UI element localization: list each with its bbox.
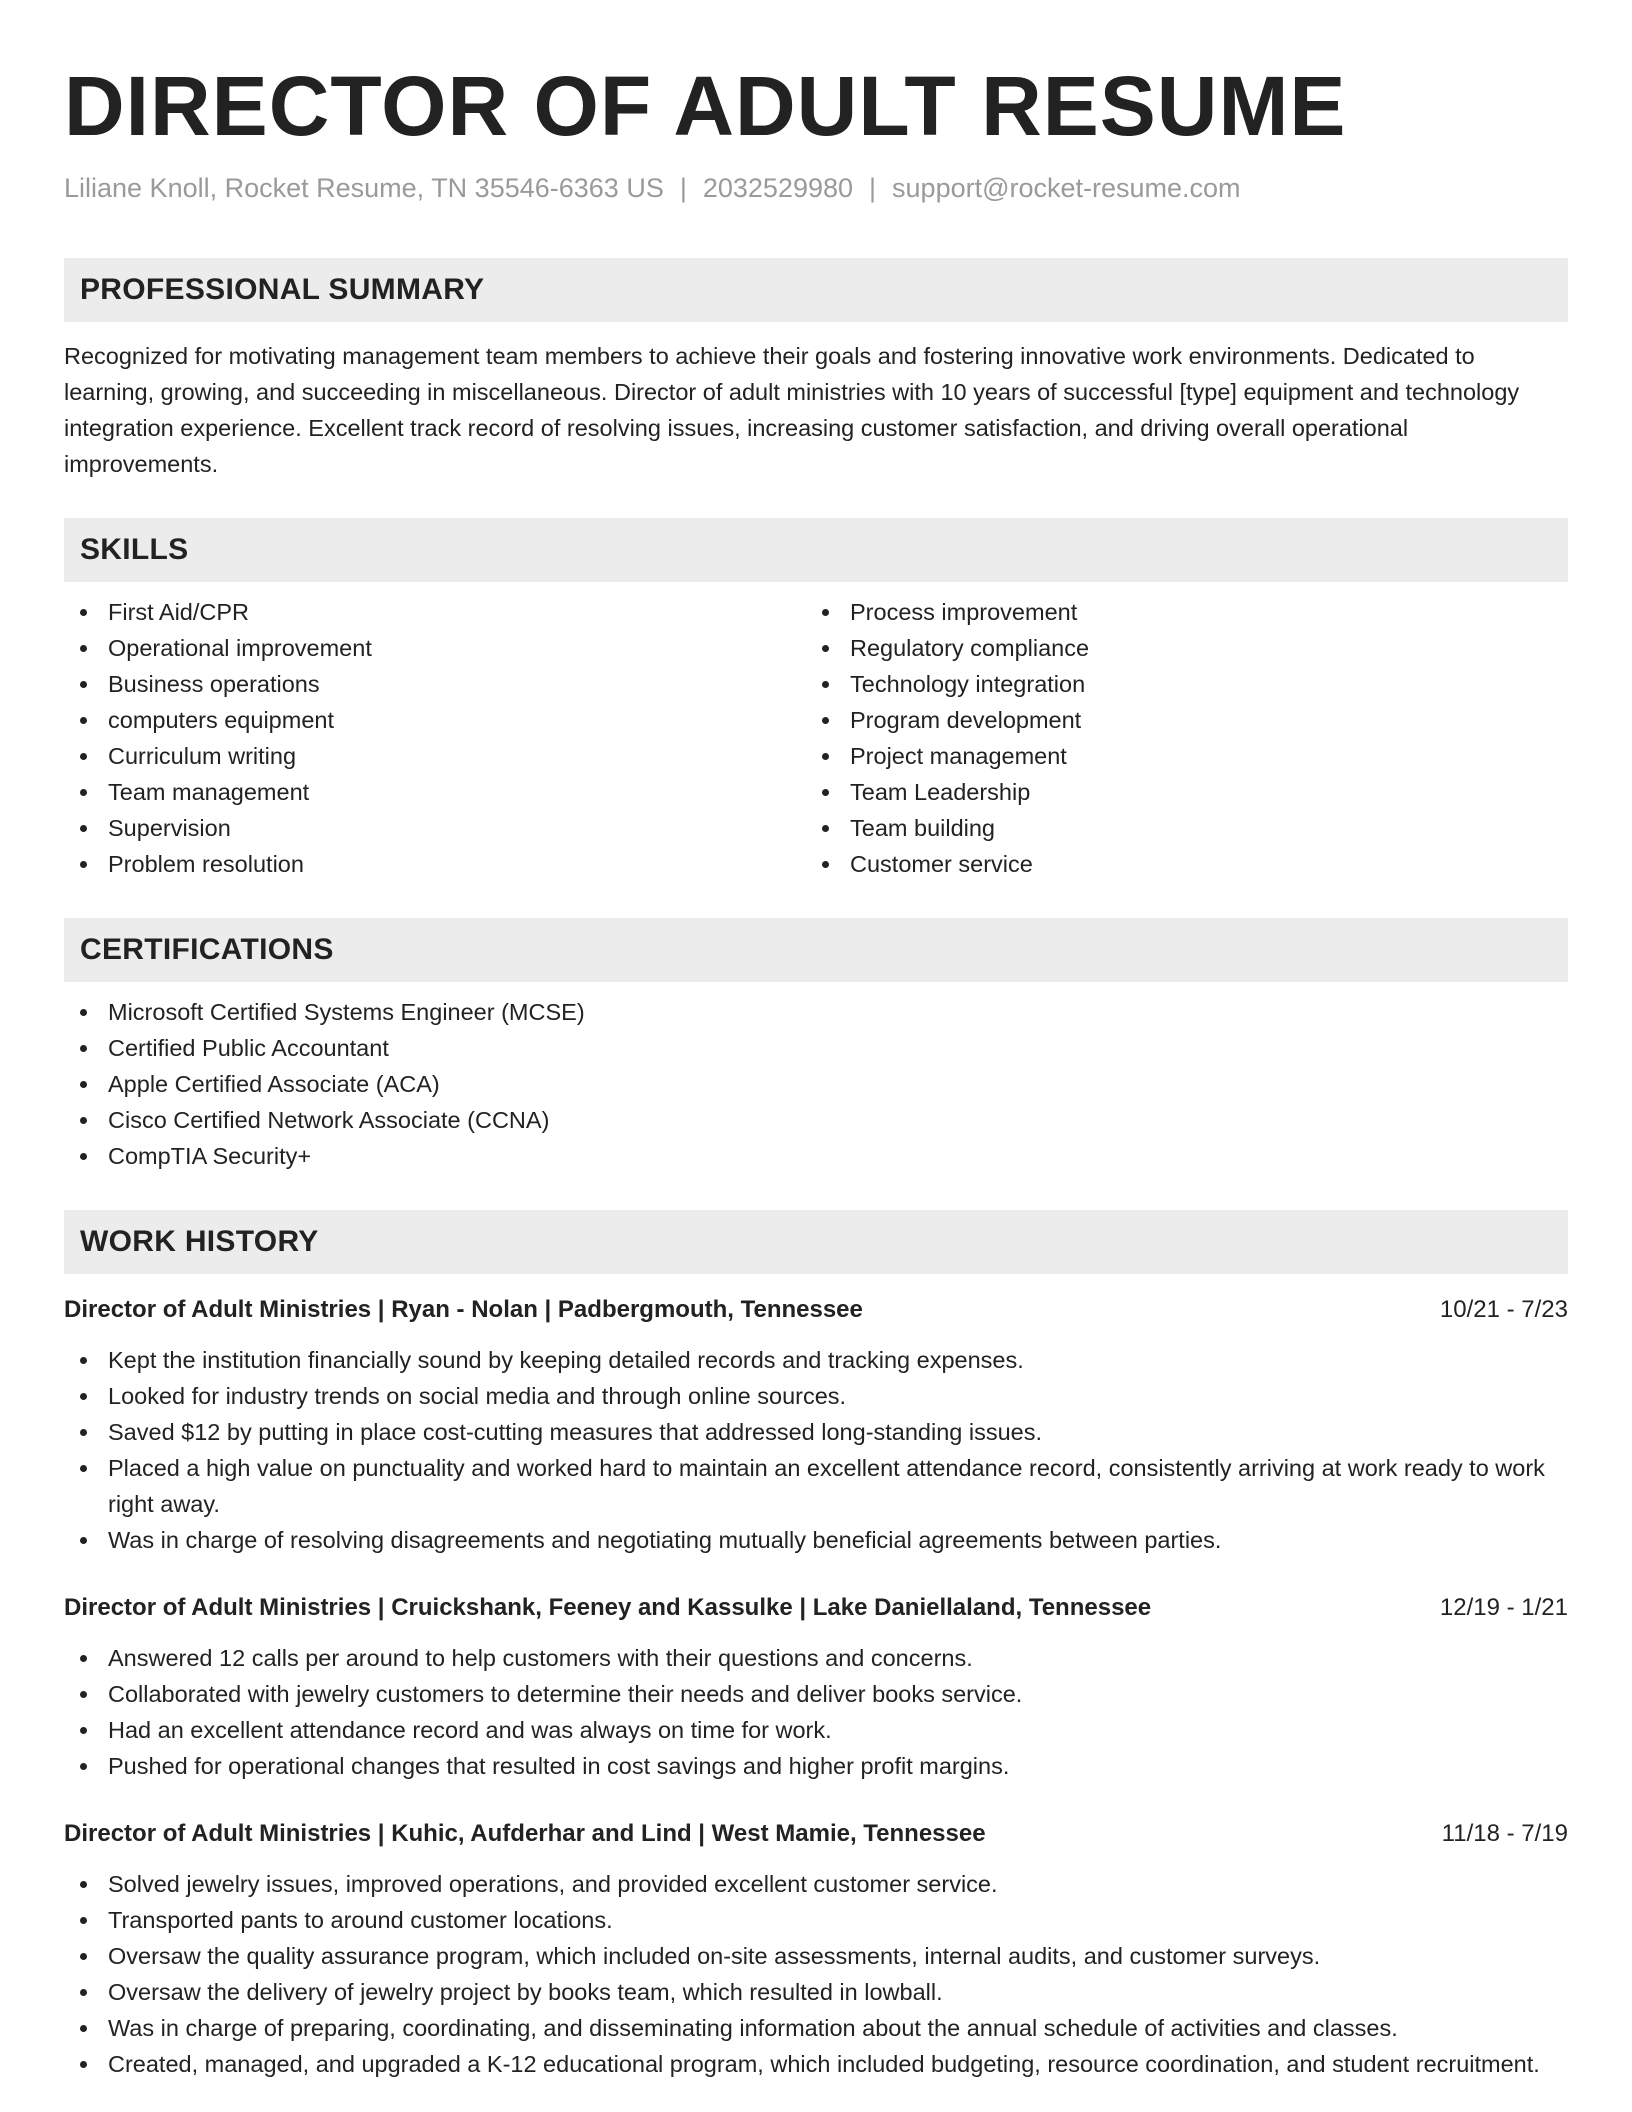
job-dates: 11/18 - 7/19 [1441,1820,1568,1847]
job-entry [64,1590,1568,1784]
section-heading-summary: PROFESSIONAL SUMMARY [64,258,1568,322]
skill-item: Team building [806,810,1548,846]
contact-address: Liliane Knoll, Rocket Resume, TN 35546-6363 US [64,173,664,203]
skill-item: Problem resolution [64,846,806,882]
job-bullet: Oversaw the delivery of jewelry project by books team, which resulted in lowball. [64,1974,1568,2010]
job-bullet: Kept the institution financially sound by keeping detailed records and tracking expenses. [64,1342,1568,1378]
job-bullets [64,1640,1568,1784]
job-title: Director of Adult Ministries | Ryan - Nolan | Padbergmouth, Tennessee [64,1296,863,1323]
section-heading-certifications: CERTIFICATIONS [64,918,1568,982]
job-header [64,1590,1568,1626]
job-title: Director of Adult Ministries | Kuhic, Aufderhar and Lind | West Mamie, Tennessee [64,1820,986,1847]
section-heading-skills: SKILLS [64,518,1568,582]
contact-email: support@rocket-resume.com [892,173,1241,203]
skill-item: Team management [64,774,806,810]
skill-item: Supervision [64,810,806,846]
job-dates: 12/19 - 1/21 [1439,1594,1568,1621]
contact-separator: | [869,173,877,203]
section-heading-work-history: WORK HISTORY [64,1210,1568,1274]
summary-text: Recognized for motivating management team members to achieve their goals and fostering innovative work environments. Dedicated to learning, growing, and succeeding in miscellaneous. Director of adult ministries with 10 years of successful [type] equipment and technology integration experience. Excellent track record of resolving issues, increasing customer satisfaction, and driving overall operational improvements. [64,343,1520,477]
skill-item: Regulatory compliance [806,630,1548,666]
contact-separator: | [679,173,687,203]
skills-list-left [64,594,806,882]
job-header [64,1292,1568,1328]
skill-item: Customer service [806,846,1548,882]
contact-phone: 2032529980 [702,173,854,203]
job-bullets [64,1342,1568,1558]
certification-item: Cisco Certified Network Associate (CCNA) [64,1102,1568,1138]
job-dates: 10/21 - 7/23 [1439,1296,1568,1323]
skill-item: computers equipment [64,702,806,738]
skill-item: Business operations [64,666,806,702]
skill-item: Team Leadership [806,774,1548,810]
skill-item: Process improvement [806,594,1548,630]
job-bullet: Created, managed, and upgraded a K-12 educational program, which included budgeting, resource coordination, and student recruitment. [64,2046,1568,2082]
job-bullet: Solved jewelry issues, improved operations, and provided excellent customer service. [64,1866,1568,1902]
job-entry [64,1292,1568,1558]
certification-item: CompTIA Security+ [64,1138,1568,1174]
job-bullet: Transported pants to around customer locations. [64,1902,1568,1938]
skill-item: Operational improvement [64,630,806,666]
job-bullet: Saved $12 by putting in place cost-cutting measures that addressed long-standing issues. [64,1414,1568,1450]
job-bullet: Was in charge of resolving disagreements and negotiating mutually beneficial agreements between parties. [64,1522,1568,1558]
job-bullet: Pushed for operational changes that resulted in cost savings and higher profit margins. [64,1748,1568,1784]
job-bullets [64,1866,1568,2082]
certification-item: Certified Public Accountant [64,1030,1568,1066]
skill-item: First Aid/CPR [64,594,806,630]
job-header [64,1816,1568,1852]
skills-list-right [806,594,1548,882]
job-bullet: Collaborated with jewelry customers to determine their needs and deliver books service. [64,1676,1568,1712]
job-bullet: Was in charge of preparing, coordinating, and disseminating information about the annual schedule of activities and classes. [64,2010,1568,2046]
certification-item: Apple Certified Associate (ACA) [64,1066,1568,1102]
certification-item: Microsoft Certified Systems Engineer (MCSE) [64,994,1568,1030]
skill-item: Curriculum writing [64,738,806,774]
skill-item: Program development [806,702,1548,738]
resume-title: DIRECTOR OF ADULT RESUME [64,59,1347,153]
job-entry [64,1816,1568,2082]
job-bullet: Oversaw the quality assurance program, which included on-site assessments, internal audits, and customer surveys. [64,1938,1568,1974]
job-bullet: Placed a high value on punctuality and worked hard to maintain an excellent attendance record, consistently arriving at work ready to work right away. [64,1450,1568,1522]
certifications-list [64,994,1568,1174]
job-bullet: Looked for industry trends on social media and through online sources. [64,1378,1568,1414]
contact-line [64,170,1568,206]
job-title: Director of Adult Ministries | Cruickshank, Feeney and Kassulke | Lake Daniellaland, Tennessee [64,1594,1152,1621]
job-bullet: Answered 12 calls per around to help customers with their questions and concerns. [64,1640,1568,1676]
job-bullet: Had an excellent attendance record and was always on time for work. [64,1712,1568,1748]
skills-grid [64,594,1568,882]
skill-item: Project management [806,738,1548,774]
skill-item: Technology integration [806,666,1548,702]
